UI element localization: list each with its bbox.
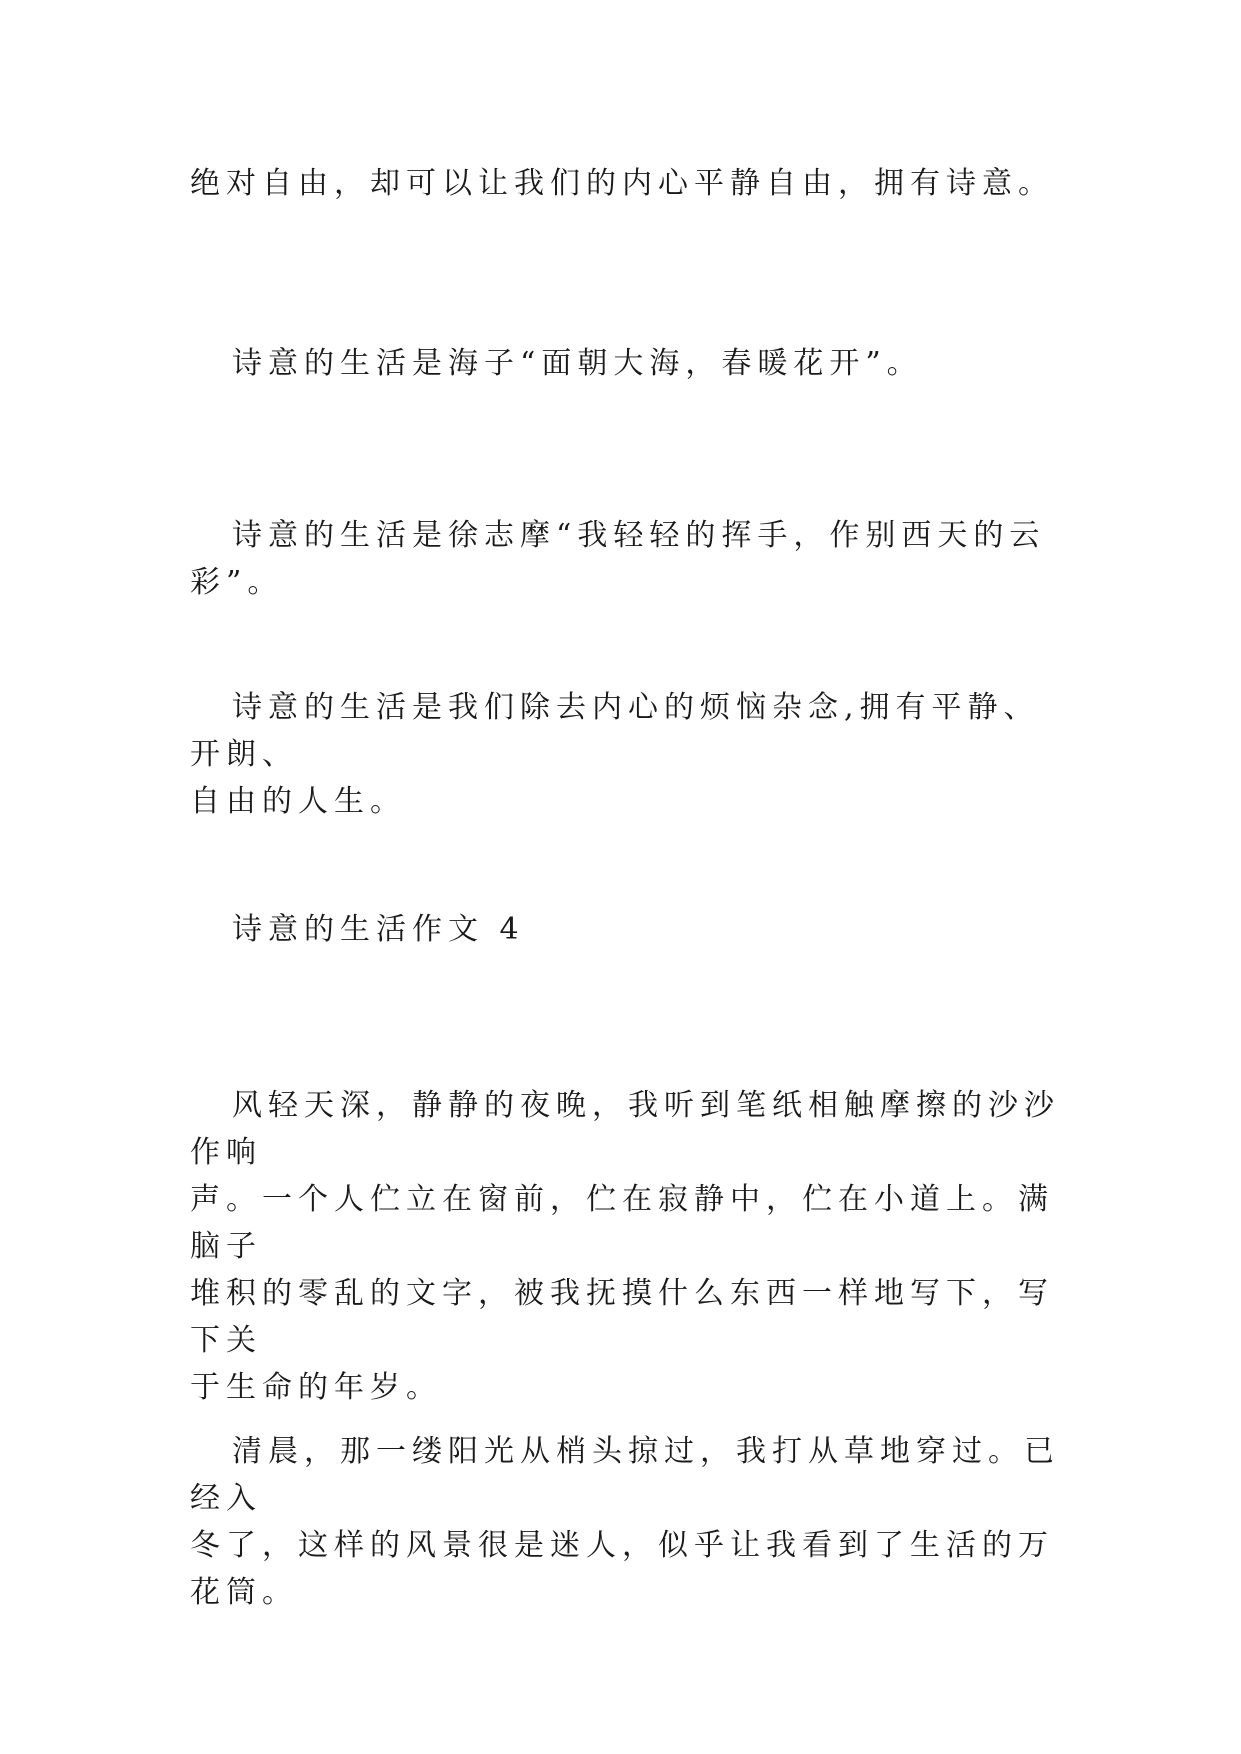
paragraph-morning: 清晨，那一缕阳光从梢头掠过，我打从草地穿过。已经入 冬了，这样的风景很是迷人，似乎让我看到了生活的万花筒。 — [190, 1434, 1060, 1610]
paragraph-night-writing: 风轻天深，静静的夜晚，我听到笔纸相触摩擦的沙沙作响 声。一个人伫立在窗前，伫在寂静中，伫在小道上。满脑子 堆积的零乱的文字，被我抚摸什么东西一样地写下，写下关 于生命的年岁。 — [190, 1088, 1060, 1405]
paragraph-xuzhimo: 诗意的生活是徐志摩“我轻轻的挥手，作别西天的云彩”。 — [190, 518, 1046, 600]
section-heading: 诗意的生活作文 4 — [232, 912, 525, 947]
paragraph-inner-peace: 诗意的生活是我们除去内心的烦恼杂念,拥有平静、开朗、 自由的人生。 — [190, 690, 1040, 819]
paragraph-continuation: 绝对自由，却可以让我们的内心平静自由，拥有诗意。 — [190, 166, 1054, 201]
paragraph-haizi: 诗意的生活是海子“面朝大海，春暖花开”。 — [232, 346, 923, 381]
